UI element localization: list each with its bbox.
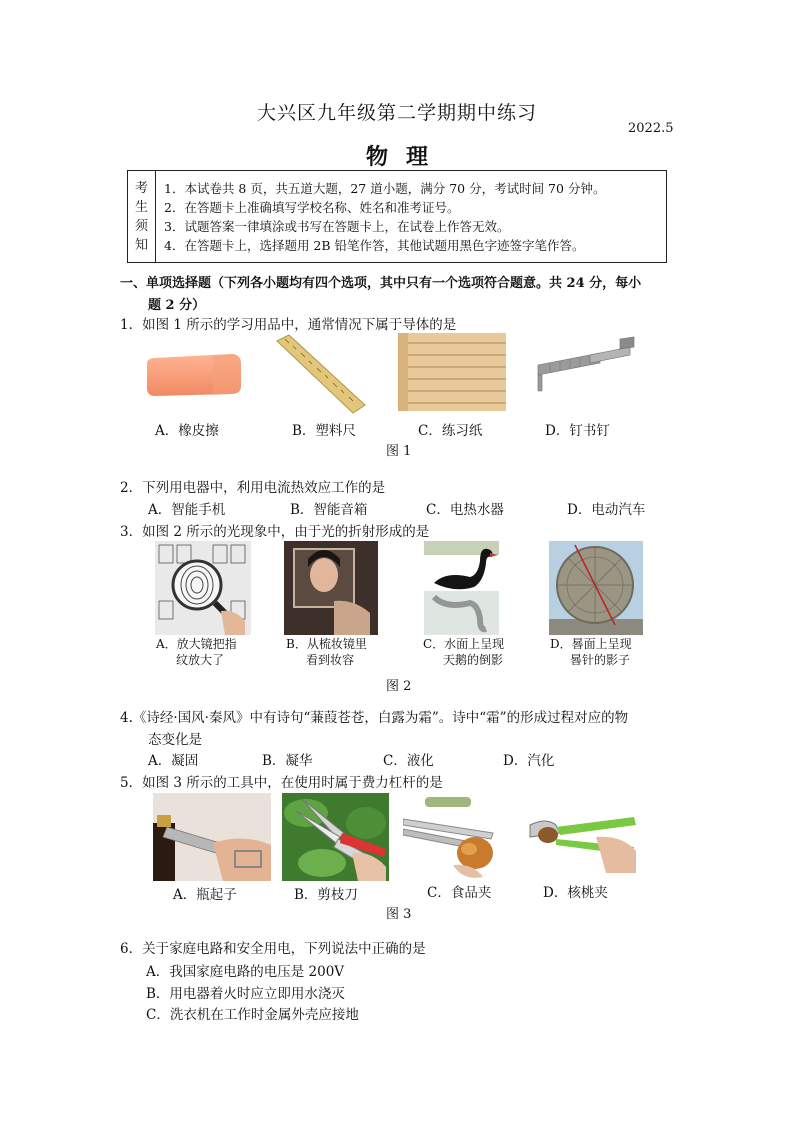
q2-stem: 2．下列用电器中，利用电流热效应工作的是 [120, 480, 386, 496]
q2-option-b: B．智能音箱 [290, 502, 368, 518]
exam-title: 大兴区九年级第二学期期中练习 [256, 102, 537, 124]
section-heading: 一、单项选择题（下列各小题均有四个选项，其中只有一个选项符合题意。共 24 分，每小 [120, 276, 642, 291]
q4-stem-cont: 态变化是 [148, 732, 202, 748]
notice-heading-char: 考 [134, 180, 148, 196]
q4-option-d: D．汽化 [503, 753, 555, 769]
q1-option-c: C．练习纸 [418, 423, 483, 439]
q1-figure-label: 图 1 [386, 444, 412, 459]
notice-item: 2．在答题卡上准确填写学校名称、姓名和准考证号。 [164, 200, 460, 215]
notice-item: 4．在答题卡上，选择题用 2B 铅笔作答，其他试题用黑色字迹签字笔作答。 [164, 238, 585, 253]
notice-heading-char: 须 [134, 218, 148, 234]
q4-option-a: A．凝固 [148, 753, 199, 769]
q6-option-b: B．用电器着火时应立即用水浇灭 [146, 986, 345, 1002]
notice-item: 3．试题答案一律填涂或书写在答题卡上，在试卷上作答无效。 [164, 219, 510, 234]
q3-option-a-line2: 纹放大了 [176, 653, 225, 667]
q2-option-d: D．电动汽车 [567, 502, 646, 518]
q4-option-c: C．液化 [383, 753, 434, 769]
q5-stem: 5．如图 3 所示的工具中，在使用时属于费力杠杆的是 [120, 775, 443, 791]
notice-box [127, 170, 667, 263]
q6-option-a: A．我国家庭电路的电压是 200V [146, 964, 345, 980]
section-heading-cont: 题 2 分） [148, 298, 206, 313]
q3-option-b-line2: 看到妆容 [306, 653, 355, 667]
q3-option-a-line1: A．放大镜把指 [156, 637, 237, 651]
q3-option-b-line1: B．从梳妆镜里 [286, 637, 367, 651]
q3-option-c-line2: 天鹅的倒影 [443, 653, 504, 667]
food-tongs-image [403, 793, 509, 881]
q5-option-c: C．食品夹 [427, 885, 492, 901]
q5-figure-label: 图 3 [386, 907, 412, 922]
magnifier-fingerprint-image [155, 541, 251, 635]
q3-option-d-line2: 晷针的影子 [570, 653, 631, 667]
notice-heading-char: 生 [134, 199, 148, 215]
notice-heading [128, 171, 156, 262]
notice-heading-char: 知 [134, 237, 148, 253]
bottle-opener-image [153, 793, 271, 881]
notice-item: 1．本试卷共 8 页，共五道大题，27 道小题，满分 70 分，考试时间 70 分钟。 [164, 181, 606, 196]
pruning-shears-image [282, 793, 389, 881]
eraser-image [143, 350, 243, 400]
q3-option-d-line1: D．晷面上呈现 [550, 637, 632, 651]
q6-stem: 6．关于家庭电路和安全用电，下列说法中正确的是 [120, 941, 426, 957]
q4-stem: 4.《诗经·国风·秦风》中有诗句“蒹葭苍苍，白露为霜”。诗中“霜”的形成过程对应的物 [120, 710, 629, 726]
q6-option-c: C．洗衣机在工作时金属外壳应接地 [146, 1007, 359, 1023]
notice-list [156, 171, 666, 262]
q3-option-c-line1: C．水面上呈现 [423, 637, 505, 651]
q1-option-a: A．橡皮擦 [155, 423, 219, 439]
q3-figure-label: 图 2 [386, 679, 412, 694]
sundial-image [549, 541, 643, 635]
paper-stack-image [398, 333, 506, 411]
mirror-makeup-image [284, 541, 378, 635]
q5-option-a: A．瓶起子 [173, 887, 237, 903]
ruler-image [275, 333, 367, 415]
q3-stem: 3．如图 2 所示的光现象中，由于光的折射形成的是 [120, 524, 430, 540]
exam-date: 2022.5 [628, 121, 674, 136]
q2-option-c: C．电热水器 [426, 502, 504, 518]
q4-option-b: B．凝华 [262, 753, 313, 769]
q5-option-b: B．剪枝刀 [294, 887, 358, 903]
subject-title: 物理 [365, 144, 446, 170]
staples-image [530, 335, 636, 395]
walnut-cracker-image [526, 807, 638, 873]
swan-reflection-image [424, 541, 499, 635]
q1-stem: 1．如图 1 所示的学习用品中，通常情况下属于导体的是 [120, 317, 457, 333]
q1-option-d: D．钉书钉 [545, 423, 610, 439]
q5-option-d: D．核桃夹 [543, 885, 608, 901]
q2-option-a: A．智能手机 [148, 502, 226, 518]
q1-option-b: B．塑料尺 [292, 423, 356, 439]
